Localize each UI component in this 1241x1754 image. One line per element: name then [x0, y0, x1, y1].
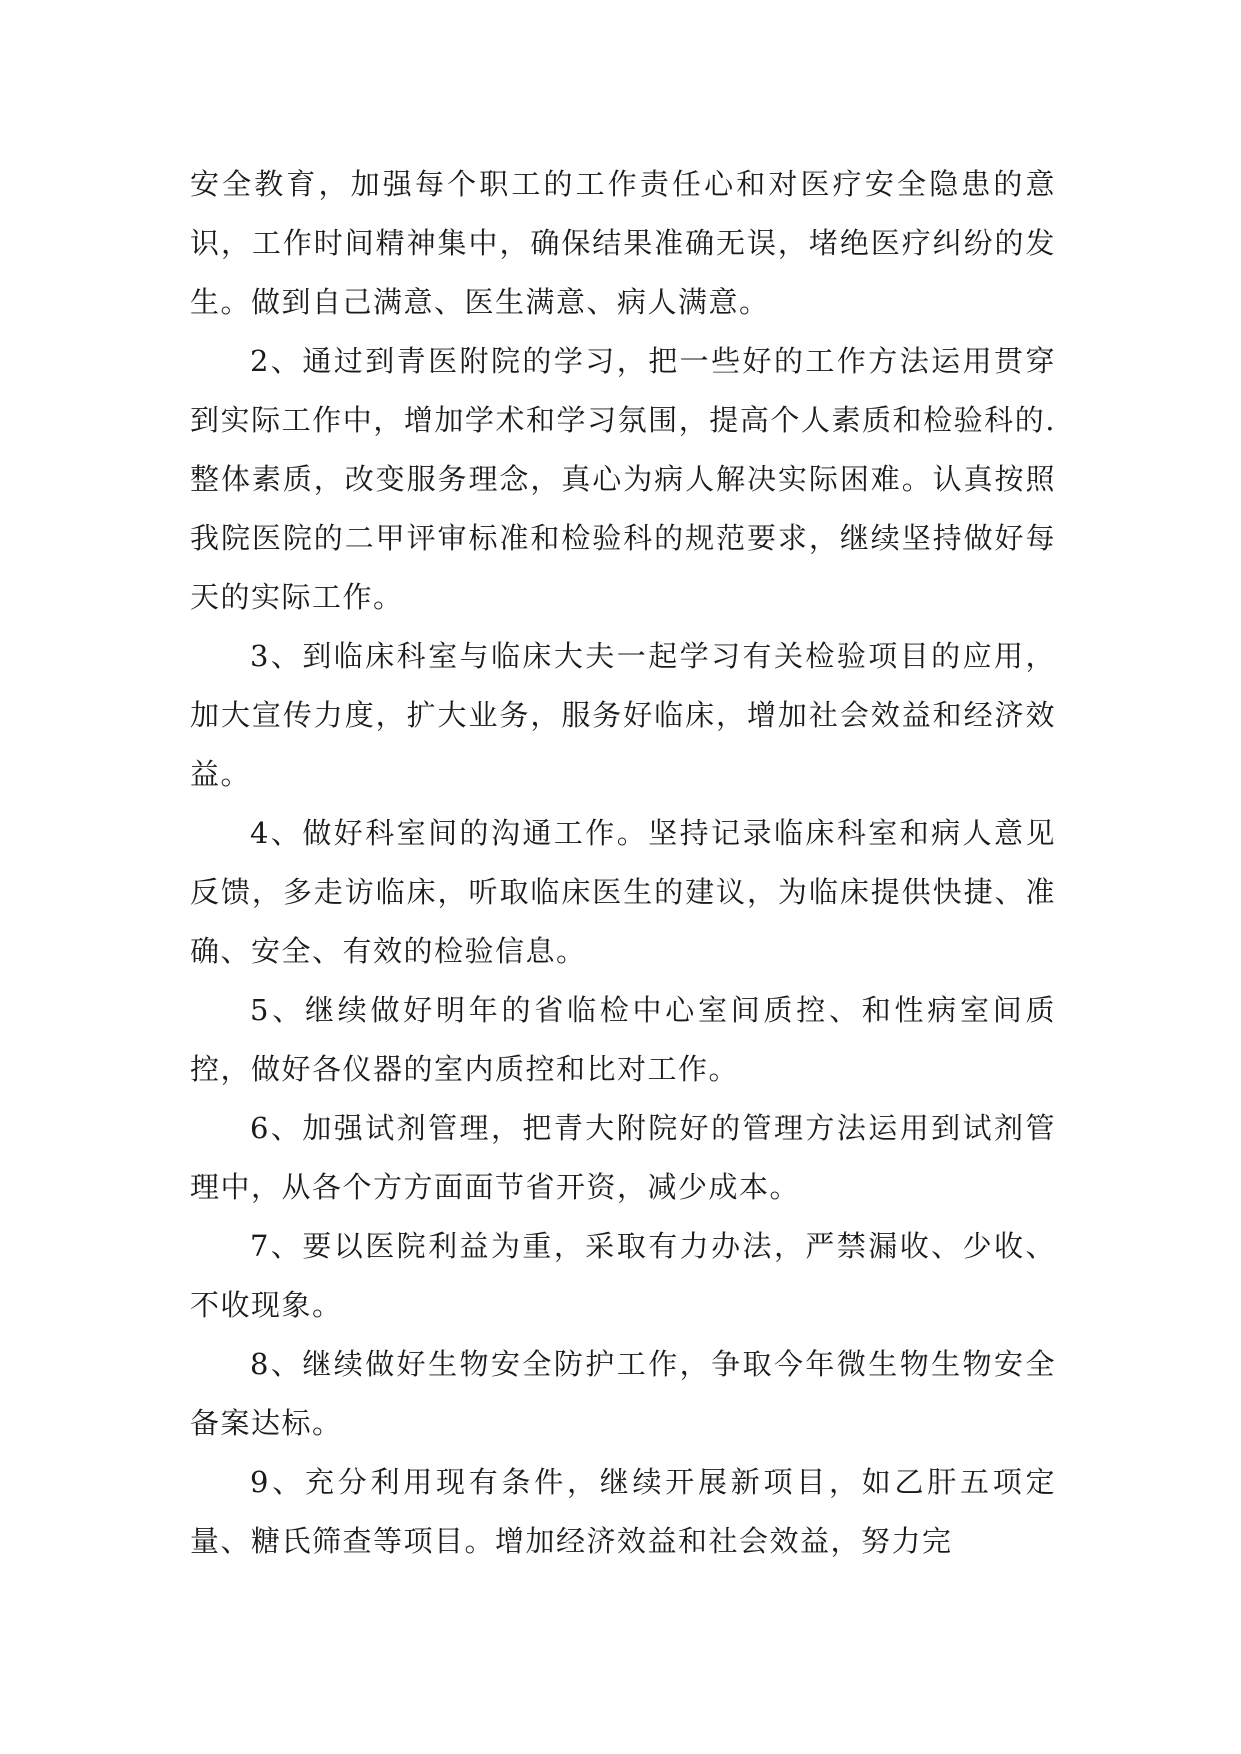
paragraph-1: 安全教育，加强每个职工的工作责任心和对医疗安全隐患的意识，工作时间精神集中，确保结果准确无误，堵绝医疗纠纷的发生。做到自己满意、医生满意、病人满意。: [190, 167, 1056, 319]
paragraph-3: 3、到临床科室与临床大夫一起学习有关检验项目的应用，加大宣传力度，扩大业务，服务好临床，增加社会效益和经济效益。: [190, 639, 1056, 791]
paragraph-6: 6、加强试剂管理，把青大附院好的管理方法运用到试剂管理中，从各个方方面面节省开资，减少成本。: [190, 1111, 1056, 1204]
document-body: [190, 155, 1056, 1571]
paragraph-5: 5、继续做好明年的省临检中心室间质控、和性病室间质控，做好各仪器的室内质控和比对工作。: [190, 993, 1056, 1086]
paragraph-9: 9、充分利用现有条件，继续开展新项目，如乙肝五项定量、糖氏筛查等项目。增加经济效益和社会效益，努力完: [190, 1465, 1056, 1558]
paragraph-7: 7、要以医院利益为重，采取有力办法，严禁漏收、少收、不收现象。: [190, 1229, 1056, 1322]
paragraph-2: 2、通过到青医附院的学习，把一些好的工作方法运用贯穿到实际工作中，增加学术和学习氛围，提高个人素质和检验科的.整体素质，改变服务理念，真心为病人解决实际困难。认真按照我院医院的二甲评审标准和检验科的规范要求，继续坚持做好每天的实际工作。: [190, 344, 1056, 614]
paragraph-4: 4、做好科室间的沟通工作。坚持记录临床科室和病人意见反馈，多走访临床，听取临床医生的建议，为临床提供快捷、准确、安全、有效的检验信息。: [190, 816, 1056, 968]
paragraph-8: 8、继续做好生物安全防护工作，争取今年微生物生物安全备案达标。: [190, 1347, 1056, 1440]
